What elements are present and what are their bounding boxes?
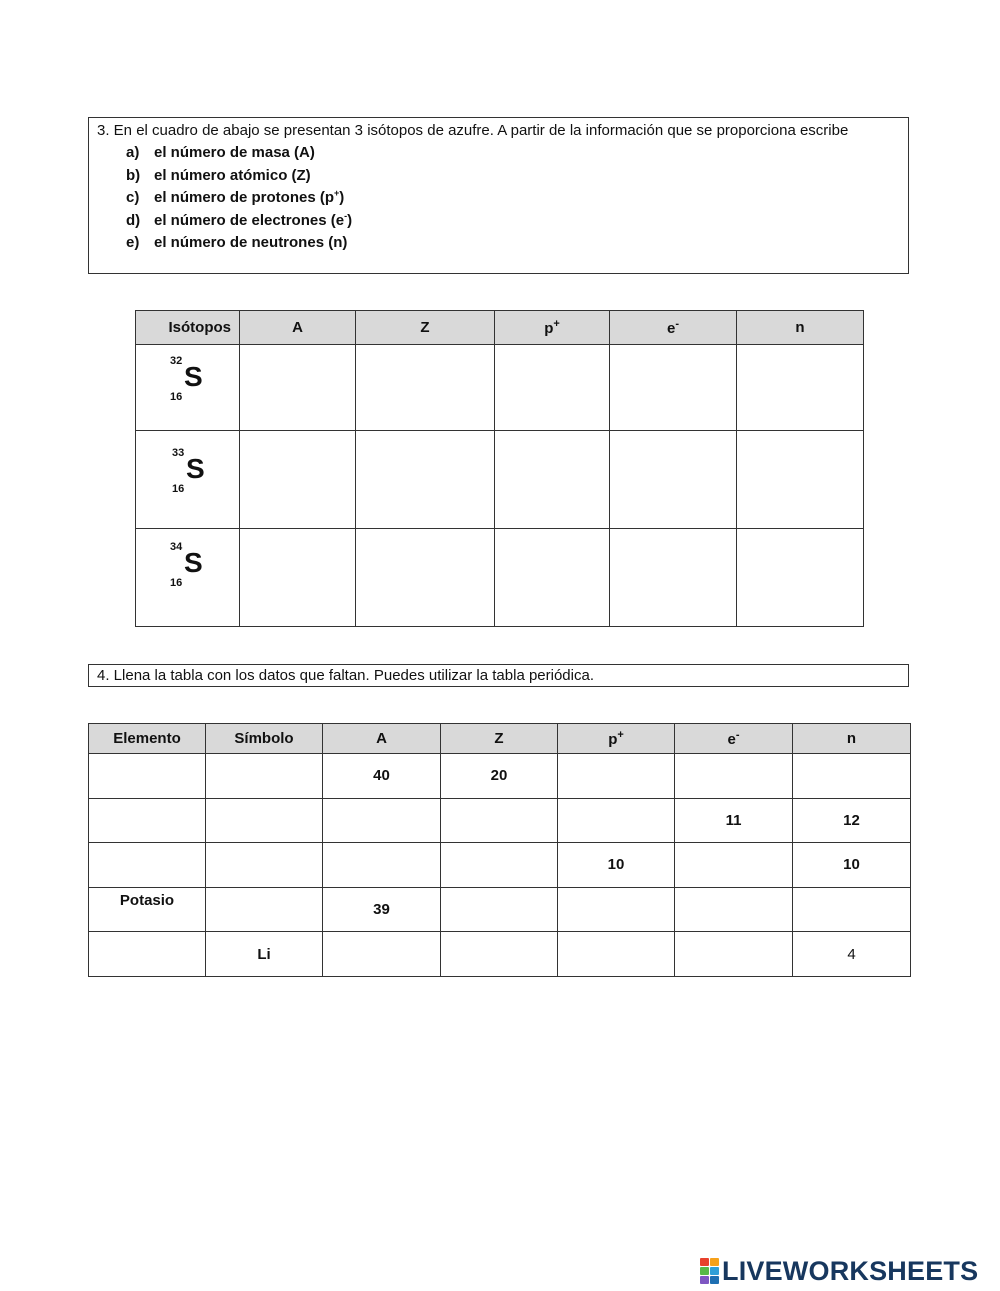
- cell-n[interactable]: [793, 754, 911, 799]
- header-a: A: [240, 311, 356, 345]
- item-sup: +: [334, 188, 340, 198]
- cell-symbol[interactable]: [206, 887, 323, 932]
- cell-n: 4: [793, 932, 911, 977]
- answer-cell-n[interactable]: [737, 345, 864, 431]
- cell-element[interactable]: [89, 798, 206, 843]
- cell-a: 40: [323, 754, 441, 799]
- isotope-table-header: [136, 311, 864, 345]
- question-3-intro: 3. En el cuadro de abajo se presentan 3 isótopos de azufre. A partir de la información que se proporciona escribe: [97, 122, 849, 139]
- header-symbol: Símbolo: [206, 724, 323, 754]
- table-row: [89, 843, 911, 888]
- cell-a: 39: [323, 887, 441, 932]
- cell-e[interactable]: [675, 932, 793, 977]
- cell-element: Potasio: [89, 887, 206, 932]
- header-p-text: p: [608, 731, 618, 748]
- item-letter: b): [126, 166, 141, 184]
- logo-tile: [710, 1258, 719, 1266]
- cell-e[interactable]: [675, 887, 793, 932]
- header-isotopes: Isótopos: [136, 311, 240, 345]
- mass-number: 33: [172, 447, 185, 459]
- question-3-item-d: [126, 210, 900, 233]
- liveworksheets-logo: [700, 1257, 978, 1285]
- table-row: [136, 431, 864, 529]
- answer-cell-n[interactable]: [737, 529, 864, 627]
- cell-symbol[interactable]: [206, 843, 323, 888]
- logo-mark-icon: [700, 1258, 719, 1284]
- answer-cell-z[interactable]: [356, 529, 495, 627]
- element-symbol: S: [184, 547, 203, 578]
- cell-z[interactable]: [441, 932, 558, 977]
- answer-cell-e[interactable]: [610, 431, 737, 529]
- question-3-item-c: [126, 187, 900, 210]
- mass-number: 34: [170, 541, 183, 553]
- question-3-box: [88, 117, 909, 274]
- answer-cell-p[interactable]: [495, 431, 610, 529]
- question-3-item-b: [126, 165, 900, 188]
- cell-p[interactable]: [558, 887, 675, 932]
- cell-n: 12: [793, 798, 911, 843]
- header-n: n: [793, 724, 911, 754]
- table-row: [89, 887, 911, 932]
- table-row: [136, 529, 864, 627]
- table-row: [89, 754, 911, 799]
- answer-cell-a[interactable]: [240, 529, 356, 627]
- cell-a[interactable]: [323, 798, 441, 843]
- cell-z[interactable]: [441, 887, 558, 932]
- question-4-text: 4. Llena la tabla con los datos que faltan. Puedes utilizar la tabla periódica.: [97, 667, 594, 684]
- cell-symbol: Li: [206, 932, 323, 977]
- cell-e: 11: [675, 798, 793, 843]
- item-letter: d): [126, 211, 141, 229]
- cell-symbol[interactable]: [206, 754, 323, 799]
- element-symbol: S: [184, 361, 203, 392]
- table-row: [136, 345, 864, 431]
- element-symbol: S: [186, 453, 205, 484]
- cell-p[interactable]: [558, 798, 675, 843]
- isotope-cell: [136, 345, 240, 431]
- atomic-number: 16: [170, 391, 183, 403]
- header-e-sup: -: [735, 729, 740, 741]
- cell-e[interactable]: [675, 843, 793, 888]
- logo-wordmark: LIVEWORKSHEETS: [722, 1255, 979, 1286]
- cell-z[interactable]: [441, 843, 558, 888]
- cell-n: 10: [793, 843, 911, 888]
- data-table-header: [89, 724, 911, 754]
- cell-n[interactable]: [793, 887, 911, 932]
- mass-number: 32: [170, 355, 183, 367]
- logo-tile: [710, 1276, 719, 1284]
- header-e-sup: -: [675, 318, 679, 330]
- atomic-number: 16: [172, 483, 185, 495]
- cell-p: 10: [558, 843, 675, 888]
- question-3-item-a: [126, 142, 900, 165]
- cell-e[interactable]: [675, 754, 793, 799]
- answer-cell-z[interactable]: [356, 431, 495, 529]
- item-close: ): [339, 189, 345, 206]
- answer-cell-e[interactable]: [610, 345, 737, 431]
- header-p-sup: +: [553, 318, 560, 330]
- cell-a[interactable]: [323, 843, 441, 888]
- item-sup: -: [344, 210, 348, 221]
- header-z: Z: [356, 311, 495, 345]
- cell-a[interactable]: [323, 932, 441, 977]
- question-4-box: [88, 664, 909, 687]
- isotope-cell: [136, 431, 240, 529]
- nuclide-s34: [170, 541, 230, 601]
- header-electrons: [610, 311, 737, 345]
- cell-element[interactable]: [89, 843, 206, 888]
- header-electrons: [675, 724, 793, 754]
- item-text: el número de protones (p: [154, 189, 335, 206]
- header-element: Elemento: [89, 724, 206, 754]
- logo-tile: [700, 1267, 709, 1275]
- header-protons: [558, 724, 675, 754]
- logo-tile: [710, 1267, 719, 1275]
- answer-cell-a[interactable]: [240, 345, 356, 431]
- header-z: Z: [441, 724, 558, 754]
- item-text: el número de neutrones (n): [154, 234, 348, 251]
- question-3-item-e: [126, 232, 900, 255]
- answer-cell-p[interactable]: [495, 345, 610, 431]
- cell-z[interactable]: [441, 798, 558, 843]
- element-data-table: [88, 723, 911, 977]
- answer-cell-n[interactable]: [737, 431, 864, 529]
- item-letter: e): [126, 234, 140, 251]
- header-p-sup: +: [617, 729, 624, 741]
- cell-p[interactable]: [558, 754, 675, 799]
- isotope-table: [135, 310, 864, 627]
- answer-cell-p[interactable]: [495, 529, 610, 627]
- answer-cell-a[interactable]: [240, 431, 356, 529]
- answer-cell-z[interactable]: [356, 345, 495, 431]
- header-protons: [495, 311, 610, 345]
- logo-tile: [700, 1276, 709, 1284]
- question-3-list: [97, 142, 900, 255]
- item-close: ): [347, 211, 353, 229]
- item-letter: c): [126, 189, 140, 206]
- header-e-text: e: [727, 731, 736, 748]
- nuclide-s33: [172, 447, 232, 507]
- cell-z: 20: [441, 754, 558, 799]
- header-n: n: [737, 311, 864, 345]
- answer-cell-e[interactable]: [610, 529, 737, 627]
- header-p-text: p: [544, 320, 554, 337]
- header-a: A: [323, 724, 441, 754]
- table-row: [89, 798, 911, 843]
- cell-symbol[interactable]: [206, 798, 323, 843]
- item-text: el número de electrones (e: [154, 211, 345, 229]
- item-text: el número de masa (A): [154, 144, 315, 161]
- item-text: el número atómico (Z): [154, 166, 311, 184]
- isotope-cell: [136, 529, 240, 627]
- logo-tile: [700, 1258, 709, 1266]
- cell-p[interactable]: [558, 932, 675, 977]
- nuclide-s32: [170, 355, 230, 415]
- item-letter: a): [126, 144, 140, 161]
- header-e-text: e: [666, 320, 676, 337]
- atomic-number: 16: [170, 577, 183, 589]
- cell-element[interactable]: [89, 932, 206, 977]
- cell-element[interactable]: [89, 754, 206, 799]
- table-row: [89, 932, 911, 977]
